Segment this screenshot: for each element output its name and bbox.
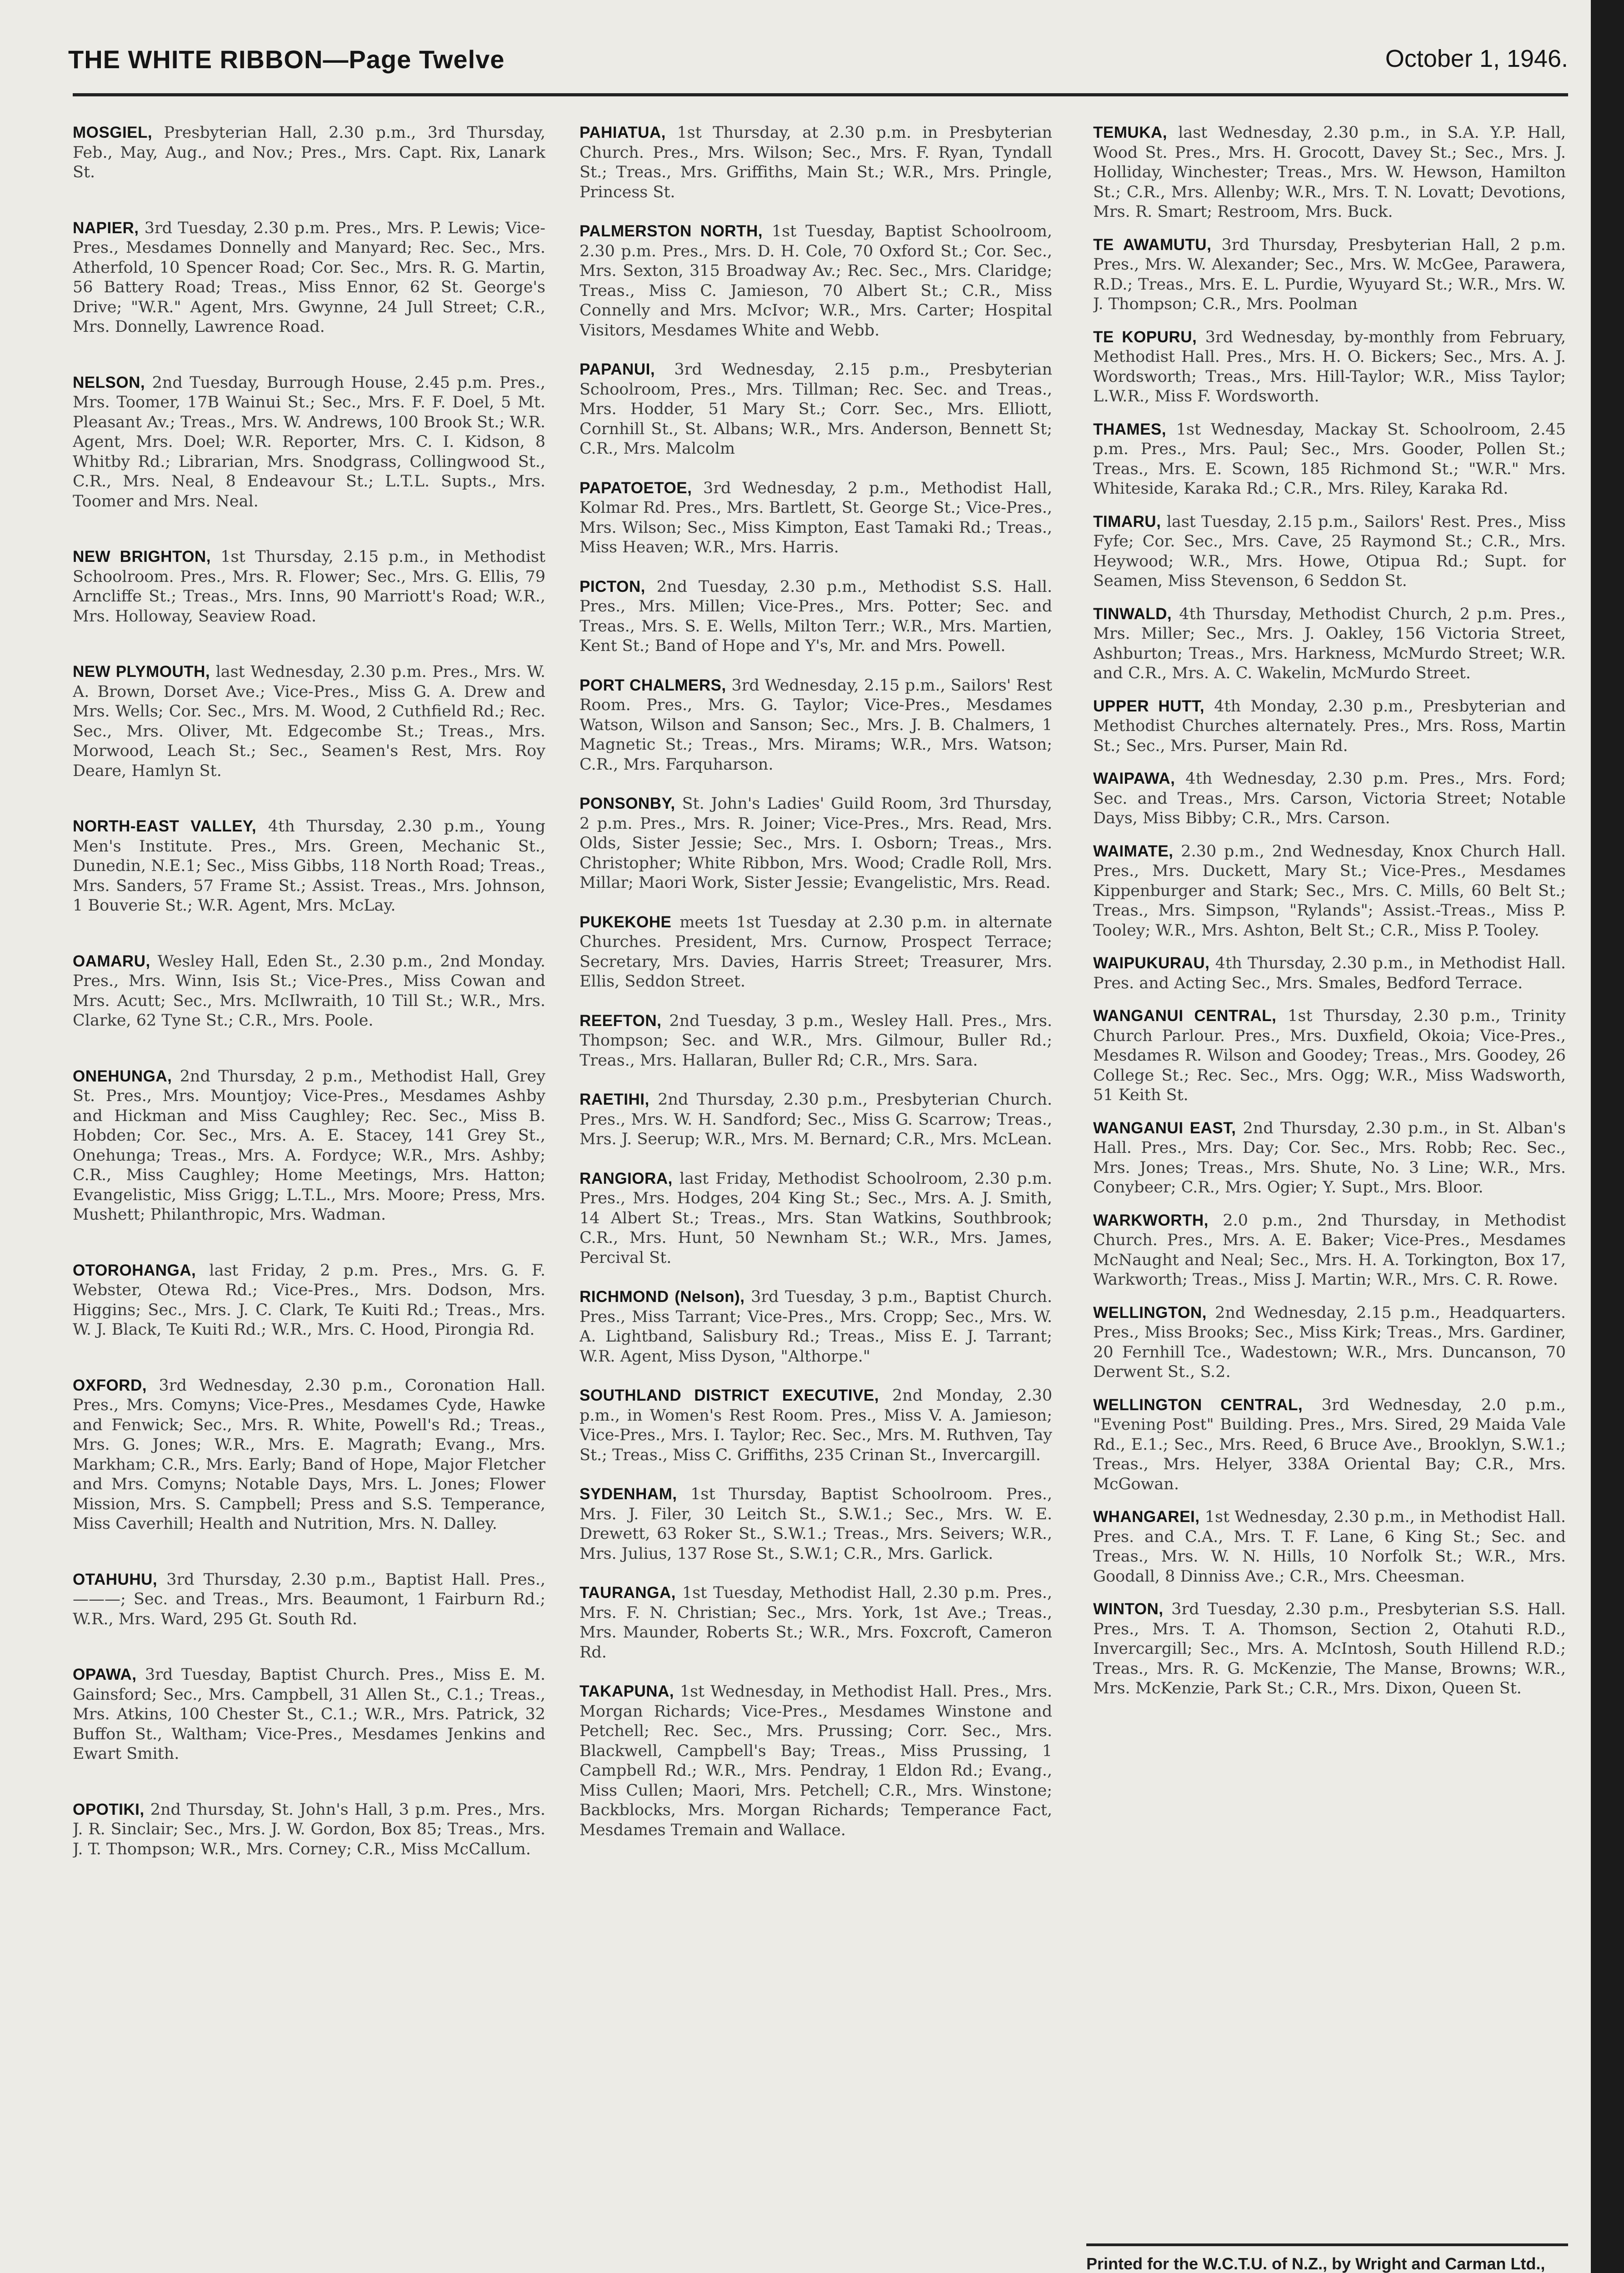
branch-name: WELLINGTON,	[1093, 1303, 1207, 1322]
branch-entry	[73, 816, 545, 916]
branch-name: SYDENHAM,	[580, 1485, 677, 1503]
branch-entry	[580, 1287, 1052, 1367]
branch-name: SOUTHLAND DISTRICT EXECUTIVE,	[580, 1387, 879, 1404]
branch-name: RICHMOND (Nelson),	[580, 1288, 745, 1306]
branch-details: 1st Tuesday, Baptist Schoolroom, 2.30 p.m. Pres., Mrs. D. H. Cole, 70 Oxford St.; Cor. Sec., Mrs. Sexton, 315 Broadway Av.; Rec. Sec., Mrs. Claridge; Treas., Miss C. Jamieson, 70 Albert St.; C.R., Miss Connelly and Mrs. McIvor; W.R., Mrs. Carter; Hospital Visitors, Mesdames White and Webb.	[580, 222, 1052, 340]
branch-entry	[580, 1682, 1052, 1840]
branch-details: 2nd Thursday, 2.30 p.m., Presbyterian Church. Pres., Mrs. W. H. Sandford; Sec., Miss G. Scarrow; Treas., Mrs. J. Seerup; W.R., Mrs. M. Bernard; C.R., Mrs. McLean.	[580, 1091, 1052, 1148]
branch-entry	[1093, 769, 1566, 829]
branch-entry	[73, 218, 545, 337]
branch-name: TINWALD,	[1093, 605, 1172, 623]
branch-name: NELSON,	[73, 373, 145, 391]
branch-details: last Friday, 2 p.m. Pres., Mrs. G. F. Webster, Otewa Rd.; Vice-Pres., Mrs. Dodson, Mrs. Higgins; Sec., Mrs. J. C. Clark, Te Kuiti Rd.; Treas., Mrs. W. J. Black, Te Kuiti Rd.; W.R., Mrs. C. Hood, Pirongia Rd.	[73, 1261, 545, 1339]
branch-name: PAHIATUA,	[580, 124, 666, 141]
branch-details: last Tuesday, 2.15 p.m., Sailors' Rest. Pres., Miss Fyfe; Cor. Sec., Mrs. Cave, 25 Raymond St.; C.R., Mrs. Heywood; W.R., Mrs. Howe, Otipua Rd.; Supt. for Seamen, Miss Stevenson, 6 Seddon St.	[1093, 512, 1566, 590]
branch-entry	[580, 1484, 1052, 1564]
branch-name: TEMUKA,	[1093, 124, 1167, 141]
branch-entry	[1093, 420, 1566, 499]
branch-name: RANGIORA,	[580, 1169, 673, 1187]
branch-name: WAIPUKURAU,	[1093, 954, 1210, 972]
branch-details: 1st Wednesday, 2.30 p.m., in Methodist Hall. Pres. and C.A., Mrs. T. F. Lane, 6 King St.; Sec. and Treas., Mrs. W. N. Hills, 10 Norfolk St.; W.R., Mrs. Goodall, 8 Dinniss Ave.; C.R., Mrs. Cheesman.	[1093, 1508, 1566, 1586]
branch-name: WHANGAREI,	[1093, 1508, 1200, 1526]
branch-entry	[73, 1066, 545, 1225]
footer-rule	[1086, 2243, 1568, 2246]
branch-name: WINTON,	[1093, 1600, 1164, 1618]
branch-details: last Wednesday, 2.30 p.m., in S.A. Y.P. Hall, Wood St. Pres., Mrs. H. Grocott, Davey St.; Sec., Mrs. J. Holliday, Winchester; Treas., Mrs. W. Hewson, Hamilton St.; C.R., Mrs. Allenby; W.R., Mrs. T. N. Lovatt; Devotions, Mrs. R. Smart; Restroom, Mrs. Buck.	[1093, 124, 1566, 221]
branch-name: OPAWA,	[73, 1666, 137, 1683]
branch-entry	[580, 1011, 1052, 1071]
branch-details: 3rd Thursday, Presbyterian Hall, 2 p.m. Pres., Mrs. W. Alexander; Sec., Mrs. W. McGee, Parawera, R.D.; Treas., Mrs. E. L. Purdie, Wyuyard St.; W.R., Mrs. W. J. Thompson; C.R., Mrs. Poolman	[1093, 235, 1566, 313]
branch-details: 2nd Tuesday, 3 p.m., Wesley Hall. Pres., Mrs. Thompson; Sec. and W.R., Mrs. Gilmour, Buller Rd.; Treas., Mrs. Hallaran, Buller Rd; C.R., Mrs. Sara.	[580, 1011, 1052, 1070]
branch-name: WELLINGTON CENTRAL,	[1093, 1396, 1303, 1414]
branch-entry	[580, 577, 1052, 656]
branch-details: 2nd Tuesday, 2.30 p.m., Methodist S.S. Hall. Pres., Mrs. Millen; Vice-Pres., Mrs. Potter; Sec. and Treas., Mrs. S. E. Wells, Milton Terr.; W.R., Mrs. Martien, Kent St.; Band of Hope and Y's, Mr. and Mrs. Powell.	[580, 577, 1052, 655]
branch-details: last Wednesday, 2.30 p.m. Pres., Mrs. W. A. Brown, Dorset Ave.; Vice-Pres., Miss G. A. Drew and Mrs. Wells; Cor. Sec., Mrs. M. Wood, 2 Cuthfield Rd.; Rec. Sec., Mrs. Oliver, Mt. Edgecombe St.; Treas., Mrs. Morwood, Leach St.; Sec., Seamen's Rest, Mrs. Roy Deare, Hamlyn St.	[73, 663, 545, 780]
branch-details: 3rd Thursday, 2.30 p.m., Baptist Hall. Pres., ———; Sec. and Treas., Mrs. Beaumont, 1 Fairburn Rd.; W.R., Mrs. Ward, 295 Gt. South Rd.	[73, 1570, 545, 1628]
branch-entry	[73, 1800, 545, 1860]
branch-entry	[73, 123, 545, 183]
branch-details: Presbyterian Hall, 2.30 p.m., 3rd Thursday, Feb., May, Aug., and Nov.; Pres., Mrs. Capt. Rix, Lanark St.	[73, 124, 545, 181]
branch-details: 3rd Wednesday, 2.15 p.m., Presbyterian Schoolroom, Pres., Mrs. Tillman; Rec. Sec. and Treas., Mrs. Hodder, 51 Mary St.; Corr. Sec., Mrs. Elliott, Cornhill St., St. Albans; W.R., Mrs. Anderson, Bennett St; C.R., Mrs. Malcolm	[580, 360, 1052, 458]
branch-name: PUKEKOHE	[580, 913, 672, 931]
branch-name: THAMES,	[1093, 420, 1166, 438]
branch-name: PALMERSTON NORTH,	[580, 222, 763, 240]
branch-entry	[1093, 327, 1566, 407]
branch-entry	[73, 1261, 545, 1340]
branch-name: OPOTIKI,	[73, 1800, 145, 1818]
branch-entry	[580, 123, 1052, 202]
branch-details: 3rd Tuesday, 2.30 p.m., Presbyterian S.S. Hall. Pres., Mrs. T. A. Thomson, Section 2, Otahuti R.D., Invercargill; Sec., Mrs. A. McIntosh, South Hillend R.D.; Treas., Mrs. R. G. McKenzie, The Manse, Browns; W.R., Mrs. McKenzie, Park St.; C.R., Mrs. Dixon, Queen St.	[1093, 1600, 1566, 1697]
branch-entry	[580, 221, 1052, 340]
branch-entry	[1093, 841, 1566, 941]
branch-details: last Friday, Methodist Schoolroom, 2.30 p.m. Pres., Mrs. Hodges, 204 King St.; Sec., Mrs. A. J. Smith, 14 Albert St.; Treas., Mrs. Stan Watkins, Southbrook; C.R., Mrs. Hunt, 50 Newnham St.; W.R., Mrs. James, Percival St.	[580, 1169, 1052, 1267]
branch-entry	[1093, 696, 1566, 756]
branch-entry	[73, 951, 545, 1031]
branch-details: 2.0 p.m., 2nd Thursday, in Methodist Church. Pres., Mrs. A. E. Baker; Vice-Pres., Mesdames McNaught and Neal; Sec., Mrs. H. A. Torkington, Box 17, Warkworth; Treas., Miss J. Martin; W.R., Mrs. C. R. Rowe.	[1093, 1211, 1566, 1289]
branch-name: NAPIER,	[73, 219, 139, 237]
branch-entry	[73, 373, 545, 512]
branch-details: 1st Thursday, Baptist Schoolroom. Pres., Mrs. J. Filer, 30 Leitch St., S.W.1.; Sec., Mrs. W. E. Drewett, 63 Roker St., S.W.1.; Treas., Mrs. Seivers; W.R., Mrs. Julius, 137 Rose St., S.W.1; C.R., Mrs. Garlick.	[580, 1485, 1052, 1563]
branch-entry	[1093, 1507, 1566, 1587]
branch-details: 3rd Tuesday, Baptist Church. Pres., Miss E. M. Gainsford; Sec., Mrs. Campbell, 31 Allen St., C.1.; Treas., Mrs. Atkins, 100 Chester St., C.1.; W.R., Mrs. Patrick, 32 Buffon St., Waltham; Vice-Pres., Mesdames Jenkins and Ewart Smith.	[73, 1666, 545, 1763]
printer-imprint: Printed for the W.C.T.U. of N.Z., by Wright and Carman Ltd.,	[1086, 2254, 1545, 2273]
branch-name: OTAHUHU,	[73, 1570, 158, 1588]
branch-details: 1st Wednesday, in Methodist Hall. Pres., Mrs. Morgan Richards; Vice-Pres., Mesdames Winstone and Petchell; Rec. Sec., Mrs. Prussing; Corr. Sec., Mrs. Blackwell, Campbell's Bay; Treas., Miss Prussing, 1 Campbell Rd.; W.R., Mrs. Pendray, 1 Eldon Rd.; Evang., Miss Cullen; Maori, Mrs. Petchell; C.R., Mrs. Winstone; Backblocks, Mrs. Morgan Richards; Temperance Fact, Mesdames Tremain and Wallace.	[580, 1682, 1052, 1839]
branch-details: 3rd Tuesday, 3 p.m., Baptist Church. Pres., Miss Tarrant; Vice-Pres., Mrs. Cropp; Sec., Mrs. W. A. Lightband, Salisbury Rd.; Treas., Miss E. J. Tarrant; W.R. Agent, Miss Dyson, "Althorpe."	[580, 1288, 1052, 1366]
branch-details: 2nd Thursday, St. John's Hall, 3 p.m. Pres., Mrs. J. R. Sinclair; Sec., Mrs. J. W. Gordon, Box 85; Treas., Mrs. J. T. Thompson; W.R., Mrs. Corney; C.R., Miss McCallum.	[73, 1800, 545, 1858]
branch-name: PICTON,	[580, 577, 645, 596]
branch-entry	[580, 1583, 1052, 1662]
branch-entry	[580, 1090, 1052, 1150]
branch-entry	[1093, 1599, 1566, 1699]
branch-details: 3rd Wednesday, 2.30 p.m., Coronation Hall. Pres., Mrs. Comyns; Vice-Pres., Mesdames Cyde, Hawke and Fenwick; Sec., Mrs. R. White, Powell's Rd.; Treas., Mrs. G. Jones; W.R., Mrs. E. Magrath; Evang., Mrs. Markham; C.R., Mrs. Early; Band of Hope, Major Fletcher and Mrs. Comyns; Notable Days, Mrs. L. Jones; Flower Mission, Mrs. S. Campbell; Press and S.S. Temperance, Miss Caverhill; Health and Nutrition, Mrs. N. Dalley.	[73, 1376, 545, 1533]
branch-details: 3rd Tuesday, 2.30 p.m. Pres., Mrs. P. Lewis; Vice-Pres., Mesdames Donnelly and Manyard; Rec. Sec., Mrs. Atherfold, 10 Spencer Road; Cor. Sec., Mrs. R. G. Martin, 56 Battery Road; Treas., Miss Ennor, 62 St. George's Drive; "W.R." Agent, Mrs. Gwynne, 24 Jull Street; C.R., Mrs. Donnelly, Lawrence Road.	[73, 219, 545, 336]
branch-name: UPPER HUTT,	[1093, 697, 1205, 715]
branch-details: 1st Tuesday, Methodist Hall, 2.30 p.m. Pres., Mrs. F. N. Christian; Sec., Mrs. York, 1st Ave.; Treas., Mrs. Maunder, Roberts St.; W.R., Mrs. Foxcroft, Cameron Rd.	[580, 1584, 1052, 1662]
branch-entry	[580, 478, 1052, 558]
branch-details: 3rd Wednesday, by-monthly from February, Methodist Hall. Pres., Mrs. H. O. Bickers; Sec., Mrs. A. J. Wordsworth; Treas., Mrs. Hill-Taylor; W.R., Miss Taylor; L.W.R., Miss F. Wordsworth.	[1093, 328, 1566, 406]
branch-details: 3rd Wednesday, 2.0 p.m., "Evening Post" Building. Pres., Mrs. Sired, 29 Maida Vale Rd., E.1.; Sec., Mrs. Reed, 6 Bruce Ave., Brooklyn, S.W.1.; Treas., Mrs. Helyer, 338A Oriental Bay; C.R., Mrs. McGowan.	[1093, 1396, 1566, 1493]
branch-entry	[1093, 1006, 1566, 1106]
branch-entry	[1093, 1118, 1566, 1198]
branch-entry	[580, 794, 1052, 893]
branch-entry	[73, 662, 545, 781]
branch-details: 2nd Thursday, 2 p.m., Methodist Hall, Grey St. Pres., Mrs. Mountjoy; Vice-Pres., Mesdames Ashby and Hickman and Miss Caughley; Rec. Sec., Miss B. Hobden; Cor. Sec., Mrs. A. E. Stacey, 141 Grey St., Onehunga; Treas., Mrs. A. Fordyce; W.R., Mrs. Ashby; C.R., Miss Caughley; Home Meetings, Mrs. Hatton; Evangelistic, Miss Grigg; L.T.L., Mrs. Moore; Press, Mrs. Mushett; Philanthropic, Mrs. Wadman.	[73, 1067, 545, 1224]
branch-name: NEW BRIGHTON,	[73, 548, 211, 566]
branch-name: TAKAPUNA,	[580, 1682, 675, 1700]
branch-name: TAURANGA,	[580, 1584, 676, 1602]
branch-entry	[1093, 512, 1566, 591]
branch-details: meets 1st Tuesday at 2.30 p.m. in alternate Churches. President, Mrs. Curnow, Prospect Terrace; Secretary, Mrs. Davies, Harris Street; Treasurer, Mrs. Ellis, Seddon Street.	[580, 913, 1052, 991]
branch-name: MOSGIEL,	[73, 124, 153, 141]
branch-name: NEW PLYMOUTH,	[73, 663, 210, 681]
branch-details: 4th Thursday, 2.30 p.m., in Methodist Hall. Pres. and Acting Sec., Mrs. Smales, Bedford Terrace.	[1093, 954, 1566, 992]
page-header	[68, 35, 1568, 90]
branch-details: 4th Thursday, Methodist Church, 2 p.m. Pres., Mrs. Miller; Sec., Mrs. J. Oakley, 156 Victoria Street, Ashburton; Treas., Mrs. Harkness, McMurdo Street; W.R. and C.R., Mrs. A. C. Wakelin, McMurdo Street.	[1093, 605, 1566, 682]
branch-entry	[580, 1169, 1052, 1268]
branch-details: 2nd Monday, 2.30 p.m., in Women's Rest Room. Pres., Miss V. A. Jamieson; Vice-Pres., Mrs. I. Taylor; Rec. Sec., Mrs. M. Ruthven, Tay St.; Treas., Miss C. Griffiths, 235 Crinan St., Invercargill.	[580, 1387, 1052, 1464]
branch-name: WAIMATE,	[1093, 842, 1174, 860]
branch-details: 1st Thursday, at 2.30 p.m. in Presbyterian Church. Pres., Mrs. Wilson; Sec., Mrs. F. Ryan, Tyndall St.; Treas., Mrs. Griffiths, Main St.; W.R., Mrs. Pringle, Princess St.	[580, 124, 1052, 201]
branch-name: TE KOPURU,	[1093, 328, 1197, 346]
branch-entry	[580, 360, 1052, 459]
branch-name: PAPANUI,	[580, 360, 655, 378]
branch-name: PORT CHALMERS,	[580, 676, 726, 694]
branch-name: REEFTON,	[580, 1011, 662, 1030]
branch-entry	[1093, 1395, 1566, 1495]
page-title: THE WHITE RIBBON—Page Twelve	[68, 45, 505, 74]
branch-details: 1st Thursday, 2.15 p.m., in Methodist Schoolroom. Pres., Mrs. R. Flower; Sec., Mrs. G. Ellis, 79 Arncliffe St.; Treas., Mrs. Inns, 90 Marriott's Road; W.R., Mrs. Holloway, Seaview Road.	[73, 548, 545, 626]
branch-details: 4th Monday, 2.30 p.m., Presbyterian and Methodist Churches alternately. Pres., Mrs. Ross, Martin St.; Sec., Mrs. Purser, Main Rd.	[1093, 697, 1566, 755]
branch-name: WANGANUI CENTRAL,	[1093, 1007, 1277, 1025]
branch-entry	[73, 1665, 545, 1764]
branch-name: WAIPAWA,	[1093, 770, 1175, 787]
branch-details: Wesley Hall, Eden St., 2.30 p.m., 2nd Monday. Pres., Mrs. Winn, Isis St.; Vice-Pres., Miss Cowan and Mrs. Acutt; Sec., Mrs. McIlwraith, 10 Till St.; W.R., Mrs. Clarke, 62 Tyne St.; C.R., Mrs. Poole.	[73, 952, 545, 1030]
branch-name: TIMARU,	[1093, 512, 1161, 531]
branch-name: PONSONBY,	[580, 795, 675, 812]
branch-entry	[73, 1376, 545, 1534]
branch-entry	[1093, 1303, 1566, 1382]
branch-name: OXFORD,	[73, 1376, 147, 1394]
branch-name: NORTH-EAST VALLEY,	[73, 817, 257, 835]
branch-entry	[73, 547, 545, 626]
branch-entry	[580, 912, 1052, 992]
branch-details: St. John's Ladies' Guild Room, 3rd Thursday, 2 p.m. Pres., Mrs. R. Joiner; Vice-Pres., Mrs. Read, Mrs. Olds, Sister Jessie; Sec., Mrs. I. Osborn; Treas., Mrs. Christopher; White Ribbon, Mrs. Wood; Cradle Roll, Mrs. Millar; Maori Work, Sister Jessie; Evangelistic, Mrs. Read.	[580, 795, 1052, 892]
branch-entry	[1093, 953, 1566, 993]
branch-entry	[580, 676, 1052, 775]
branch-entry	[1093, 123, 1566, 222]
header-rule	[73, 93, 1568, 96]
column-2	[580, 123, 1052, 2273]
branch-name: ONEHUNGA,	[73, 1067, 172, 1085]
branch-details: 2.30 p.m., 2nd Wednesday, Knox Church Hall. Pres., Mrs. Duckett, Mary St.; Vice-Pres., Mesdames Kippenburger and Stark; Sec., Mrs. C. Mills, 60 Belt St.; Treas., Mrs. Simpson, "Rylands"; Assist.-Treas., Miss P. Tooley; W.R., Mrs. Ashton, Belt St.; C.R., Miss P. Tooley.	[1093, 842, 1566, 940]
branch-entry	[1093, 235, 1566, 315]
branch-entry	[1093, 604, 1566, 684]
issue-date: October 1, 1946.	[1385, 45, 1568, 72]
branch-details: 1st Thursday, 2.30 p.m., Trinity Church Parlour. Pres., Mrs. Duxfield, Okoia; Vice-Pres., Mesdames R. Wilson and Goodey; Treas., Mrs. Goodey, 26 College St.; Rec. Sec., Mrs. Ogg; W.R., Miss Wadsworth, 51 Keith St.	[1093, 1007, 1566, 1104]
branch-details: 1st Wednesday, Mackay St. Schoolroom, 2.45 p.m. Pres., Mrs. Paul; Sec., Mrs. Gooder, Pollen St.; Treas., Mrs. E. Scown, 185 Richmond St.; "W.R." Mrs. Whiteside, Karaka Rd.; C.R., Mrs. Riley, Karaka Rd.	[1093, 420, 1566, 498]
branch-details: 2nd Wednesday, 2.15 p.m., Headquarters. Pres., Miss Brooks; Sec., Miss Kirk; Treas., Mrs. Gardiner, 20 Fernhill Tce., Wadestown; W.R., Mrs. Duncanson, 70 Derwent St., S.2.	[1093, 1303, 1566, 1381]
branch-name: PAPATOETOE,	[580, 479, 692, 497]
branch-details: 2nd Thursday, 2.30 p.m., in St. Alban's Hall. Pres., Mrs. Day; Cor. Sec., Mrs. Robb; Rec. Sec., Mrs. Jones; Treas., Mrs. Shute, No. 3 Line; W.R., Mrs. Conybeer; C.R., Mrs. Ogier; Y. Supt., Mrs. Bloor.	[1093, 1119, 1566, 1197]
scan-edge	[1591, 0, 1624, 2273]
branch-entry	[580, 1386, 1052, 1465]
branch-name: OAMARU,	[73, 952, 150, 970]
column-1	[73, 123, 545, 2273]
branch-details: 4th Thursday, 2.30 p.m., Young Men's Institute. Pres., Mrs. Green, Mechanic St., Dunedin, N.E.1; Sec., Miss Gibbs, 118 North Road; Treas., Mrs. Sanders, 57 Frame St.; Assist. Treas., Mrs. Johnson, 1 Bouverie St.; W.R. Agent, Mrs. McLay.	[73, 817, 545, 915]
branch-name: RAETIHI,	[580, 1091, 650, 1108]
branch-name: WANGANUI EAST,	[1093, 1119, 1236, 1137]
branch-name: WARKWORTH,	[1093, 1211, 1209, 1229]
branch-details: 2nd Tuesday, Burrough House, 2.45 p.m. Pres., Mrs. Toomer, 17B Wainui St.; Sec., Mrs. F. F. Doel, 5 Mt. Pleasant Av.; Treas., Mrs. W. Andrews, 100 Brook St.; W.R. Agent, Mrs. Doel; W.R. Reporter, Mrs. C. I. Kidson, 8 Whitby Rd.; Librarian, Mrs. Snodgrass, Collingwood St., C.R., Mrs. Neal, 8 Endeavour St.; L.T.L. Supts., Mrs. Toomer and Mrs. Neal.	[73, 373, 545, 511]
branch-name: TE AWAMUTU,	[1093, 235, 1212, 254]
branch-details: 4th Wednesday, 2.30 p.m. Pres., Mrs. Ford; Sec. and Treas., Mrs. Carson, Victoria Street; Notable Days, Miss Bibby; C.R., Mrs. Carson.	[1093, 770, 1566, 827]
branch-details: 3rd Wednesday, 2.15 p.m., Sailors' Rest Room. Pres., Mrs. G. Taylor; Vice-Pres., Mesdames Watson, Wilson and Sanson; Sec., Mrs. J. B. Chalmers, 1 Magnetic St.; Treas., Mrs. Mirams; W.R., Mrs. Watson; C.R., Mrs. Farquharson.	[580, 676, 1052, 774]
branch-name: OTOROHANGA,	[73, 1261, 196, 1279]
branch-entry	[1093, 1211, 1566, 1290]
branch-entry	[73, 1570, 545, 1630]
branch-details: 3rd Wednesday, 2 p.m., Methodist Hall, Kolmar Rd. Pres., Mrs. Bartlett, St. George St.; Vice-Pres., Mrs. Wilson; Sec., Miss Kimpton, East Tamaki Rd.; Treas., Miss Heaven; W.R., Mrs. Harris.	[580, 479, 1052, 556]
column-3	[1093, 123, 1566, 2273]
